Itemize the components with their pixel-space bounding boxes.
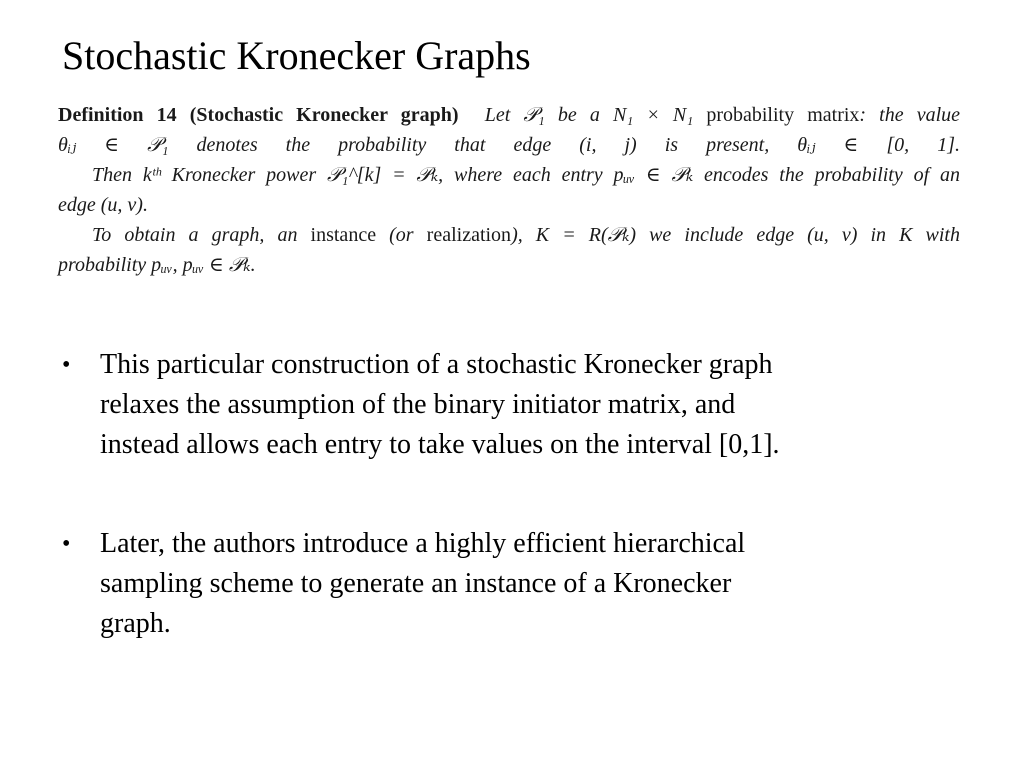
- definition-text: Let 𝒫₁ be a N₁ × N₁: [484, 104, 694, 126]
- bullet-text-line: sampling scheme to generate an instance of a Kronecker: [100, 568, 732, 599]
- definition-text: To obtain a graph, an: [92, 224, 298, 246]
- bullet-item: [58, 524, 958, 644]
- bullet-text-line: Later, the authors introduce a highly efficient hierarchical: [100, 528, 746, 559]
- bullet-text-line: relaxes the assumption of the binary initiator matrix, and: [100, 389, 736, 420]
- definition-text: ), K = R(𝒫ₖ) we include edge (u, v) in K with: [511, 224, 960, 246]
- definition-text: probability matrix: [693, 104, 860, 126]
- definition-line: θᵢⱼ ∈ 𝒫₁ denotes the probability that edge (i, j) is present, θᵢⱼ ∈ [0, 1].: [58, 134, 960, 156]
- bullet-item: [58, 345, 958, 465]
- definition-line: Then kᵗʰ Kronecker power 𝒫₁^[k] = 𝒫ₖ, where each entry pᵤᵥ ∈ 𝒫ₖ encodes the probability of an: [92, 164, 960, 186]
- definition-text: (or: [389, 224, 414, 246]
- definition-line: [58, 100, 960, 130]
- definition-text: realization: [413, 224, 512, 246]
- bullet-list: [58, 345, 958, 703]
- definition-line: edge (u, v).: [58, 194, 148, 216]
- definition-block: [58, 100, 960, 280]
- bullet-marker: •: [62, 531, 71, 557]
- definition-text: instance: [297, 224, 390, 246]
- definition-heading: Definition 14 (Stochastic Kronecker graph): [58, 104, 459, 126]
- bullet-text-line: instead allows each entry to take values on the interval [0,1].: [100, 429, 780, 460]
- bullet-text-line: graph.: [100, 608, 171, 639]
- slide-title: Stochastic Kronecker Graphs: [62, 33, 531, 78]
- bullet-text-line: This particular construction of a stochastic Kronecker graph: [100, 349, 773, 380]
- definition-line: probability pᵤᵥ, pᵤᵥ ∈ 𝒫ₖ.: [58, 254, 256, 276]
- definition-text: : the value: [859, 104, 961, 126]
- definition-line: [58, 220, 960, 250]
- bullet-marker: •: [62, 352, 71, 378]
